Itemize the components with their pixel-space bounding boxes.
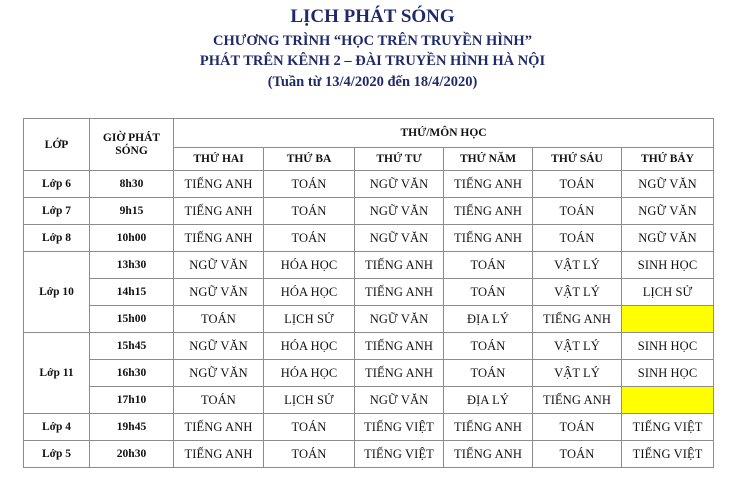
table-row bbox=[24, 279, 714, 306]
day-header: THỨ BA bbox=[264, 148, 355, 171]
table-row bbox=[24, 333, 714, 360]
table-row bbox=[24, 252, 714, 279]
subject-cell: TOÁN bbox=[264, 171, 355, 198]
subject-cell: TIẾNG ANH bbox=[355, 279, 444, 306]
day-header: THỨ TƯ bbox=[355, 148, 444, 171]
subject-cell: VẬT LÝ bbox=[533, 333, 622, 360]
subject-cell: TOÁN bbox=[533, 171, 622, 198]
schedule-body bbox=[24, 171, 714, 468]
table-row bbox=[24, 414, 714, 441]
time-cell: 9h15 bbox=[90, 198, 174, 225]
time-cell: 17h10 bbox=[90, 387, 174, 414]
day-header: THỨ BẢY bbox=[622, 148, 714, 171]
time-cell: 19h45 bbox=[90, 414, 174, 441]
subject-cell: NGỮ VĂN bbox=[355, 198, 444, 225]
subject-cell: TOÁN bbox=[533, 414, 622, 441]
week-range-subtitle: (Tuần từ 13/4/2020 đến 18/4/2020) bbox=[267, 74, 478, 90]
subject-cell: NGỮ VĂN bbox=[622, 225, 714, 252]
subject-cell: TIẾNG ANH bbox=[174, 198, 264, 225]
page-title: LỊCH PHÁT SÓNG bbox=[290, 6, 455, 27]
subject-cell: LỊCH SỬ bbox=[622, 279, 714, 306]
subject-cell: ĐỊA LÝ bbox=[444, 306, 533, 333]
class-cell: Lớp 7 bbox=[24, 198, 90, 225]
class-cell: Lớp 6 bbox=[24, 171, 90, 198]
subject-cell: VẬT LÝ bbox=[533, 360, 622, 387]
channel-subtitle: PHÁT TRÊN KÊNH 2 – ĐÀI TRUYỀN HÌNH HÀ NỘI bbox=[199, 53, 546, 69]
subject-cell: NGỮ VĂN bbox=[355, 306, 444, 333]
table-row bbox=[24, 387, 714, 414]
subject-cell: TOÁN bbox=[174, 306, 264, 333]
class-cell: Lớp 11 bbox=[24, 333, 90, 414]
subject-cell: TIẾNG ANH bbox=[533, 387, 622, 414]
subject-cell: TIẾNG ANH bbox=[444, 225, 533, 252]
program-subtitle: CHƯƠNG TRÌNH “HỌC TRÊN TRUYỀN HÌNH” bbox=[213, 33, 532, 49]
subject-cell: TOÁN bbox=[264, 414, 355, 441]
subject-cell: ĐỊA LÝ bbox=[444, 387, 533, 414]
subject-cell: NGỮ VĂN bbox=[622, 171, 714, 198]
subject-cell: TOÁN bbox=[444, 279, 533, 306]
subject-cell: NGỮ VĂN bbox=[622, 198, 714, 225]
subject-cell: TOÁN bbox=[444, 360, 533, 387]
subject-cell: NGỮ VĂN bbox=[174, 360, 264, 387]
subject-cell: TOÁN bbox=[444, 252, 533, 279]
day-header: THỨ SÁU bbox=[533, 148, 622, 171]
table-row bbox=[24, 225, 714, 252]
subject-cell: TIẾNG ANH bbox=[444, 171, 533, 198]
subject-cell: TIẾNG ANH bbox=[174, 441, 264, 468]
subject-cell: SINH HỌC bbox=[622, 252, 714, 279]
time-cell: 13h30 bbox=[90, 252, 174, 279]
subject-cell: TIẾNG ANH bbox=[444, 198, 533, 225]
subject-cell: TIẾNG ANH bbox=[533, 306, 622, 333]
subject-cell: HÓA HỌC bbox=[264, 252, 355, 279]
table-row bbox=[24, 360, 714, 387]
col-days-group-header: THỨ/MÔN HỌC bbox=[174, 119, 714, 148]
subject-cell: TIẾNG VIỆT bbox=[355, 414, 444, 441]
time-cell: 15h45 bbox=[90, 333, 174, 360]
subject-cell: TIẾNG ANH bbox=[174, 414, 264, 441]
subject-cell: TIẾNG ANH bbox=[355, 333, 444, 360]
class-cell: Lớp 4 bbox=[24, 414, 90, 441]
subject-cell: TIẾNG VIỆT bbox=[622, 414, 714, 441]
subject-cell: NGỮ VĂN bbox=[355, 225, 444, 252]
subject-cell: TIẾNG ANH bbox=[174, 171, 264, 198]
subject-cell: HÓA HỌC bbox=[264, 333, 355, 360]
empty-highlight-cell bbox=[622, 306, 714, 333]
class-cell: Lớp 10 bbox=[24, 252, 90, 333]
table-row bbox=[24, 171, 714, 198]
class-cell: Lớp 5 bbox=[24, 441, 90, 468]
time-cell: 20h30 bbox=[90, 441, 174, 468]
time-cell: 10h00 bbox=[90, 225, 174, 252]
subject-cell: TIẾNG ANH bbox=[444, 441, 533, 468]
subject-cell: TOÁN bbox=[533, 198, 622, 225]
time-cell: 16h30 bbox=[90, 360, 174, 387]
day-header: THỨ HAI bbox=[174, 148, 264, 171]
time-cell: 14h15 bbox=[90, 279, 174, 306]
subject-cell: SINH HỌC bbox=[622, 360, 714, 387]
subject-cell: VẬT LÝ bbox=[533, 279, 622, 306]
subject-cell: TIẾNG ANH bbox=[355, 360, 444, 387]
subject-cell: HÓA HỌC bbox=[264, 279, 355, 306]
empty-highlight-cell bbox=[622, 387, 714, 414]
subject-cell: NGỮ VĂN bbox=[174, 252, 264, 279]
table-row bbox=[24, 306, 714, 333]
subject-cell: TOÁN bbox=[264, 225, 355, 252]
subject-cell: TIẾNG ANH bbox=[174, 225, 264, 252]
class-cell: Lớp 8 bbox=[24, 225, 90, 252]
subject-cell: NGỮ VĂN bbox=[355, 171, 444, 198]
subject-cell: TIẾNG VIỆT bbox=[622, 441, 714, 468]
col-class-header: LỚP bbox=[24, 119, 90, 171]
table-row bbox=[24, 198, 714, 225]
subject-cell: LỊCH SỬ bbox=[264, 306, 355, 333]
subject-cell: TOÁN bbox=[444, 333, 533, 360]
table-row bbox=[24, 441, 714, 468]
subject-cell: NGỮ VĂN bbox=[355, 387, 444, 414]
subject-cell: TIẾNG ANH bbox=[444, 414, 533, 441]
broadcast-schedule-table bbox=[23, 118, 714, 468]
subject-cell: TOÁN bbox=[264, 441, 355, 468]
day-header: THỨ NĂM bbox=[444, 148, 533, 171]
subject-cell: NGỮ VĂN bbox=[174, 279, 264, 306]
time-cell: 15h00 bbox=[90, 306, 174, 333]
subject-cell: TIẾNG VIỆT bbox=[355, 441, 444, 468]
time-cell: 8h30 bbox=[90, 171, 174, 198]
subject-cell: TOÁN bbox=[533, 225, 622, 252]
subject-cell: VẬT LÝ bbox=[533, 252, 622, 279]
subject-cell: TIẾNG ANH bbox=[355, 252, 444, 279]
col-time-header: GIỜ PHÁT SÓNG bbox=[90, 119, 174, 171]
table-header-row bbox=[24, 119, 714, 148]
subject-cell: NGỮ VĂN bbox=[174, 333, 264, 360]
subject-cell: TOÁN bbox=[174, 387, 264, 414]
subject-cell: LỊCH SỬ bbox=[264, 387, 355, 414]
subject-cell: SINH HỌC bbox=[622, 333, 714, 360]
subject-cell: TOÁN bbox=[533, 441, 622, 468]
subject-cell: HÓA HỌC bbox=[264, 360, 355, 387]
subject-cell: TOÁN bbox=[264, 198, 355, 225]
